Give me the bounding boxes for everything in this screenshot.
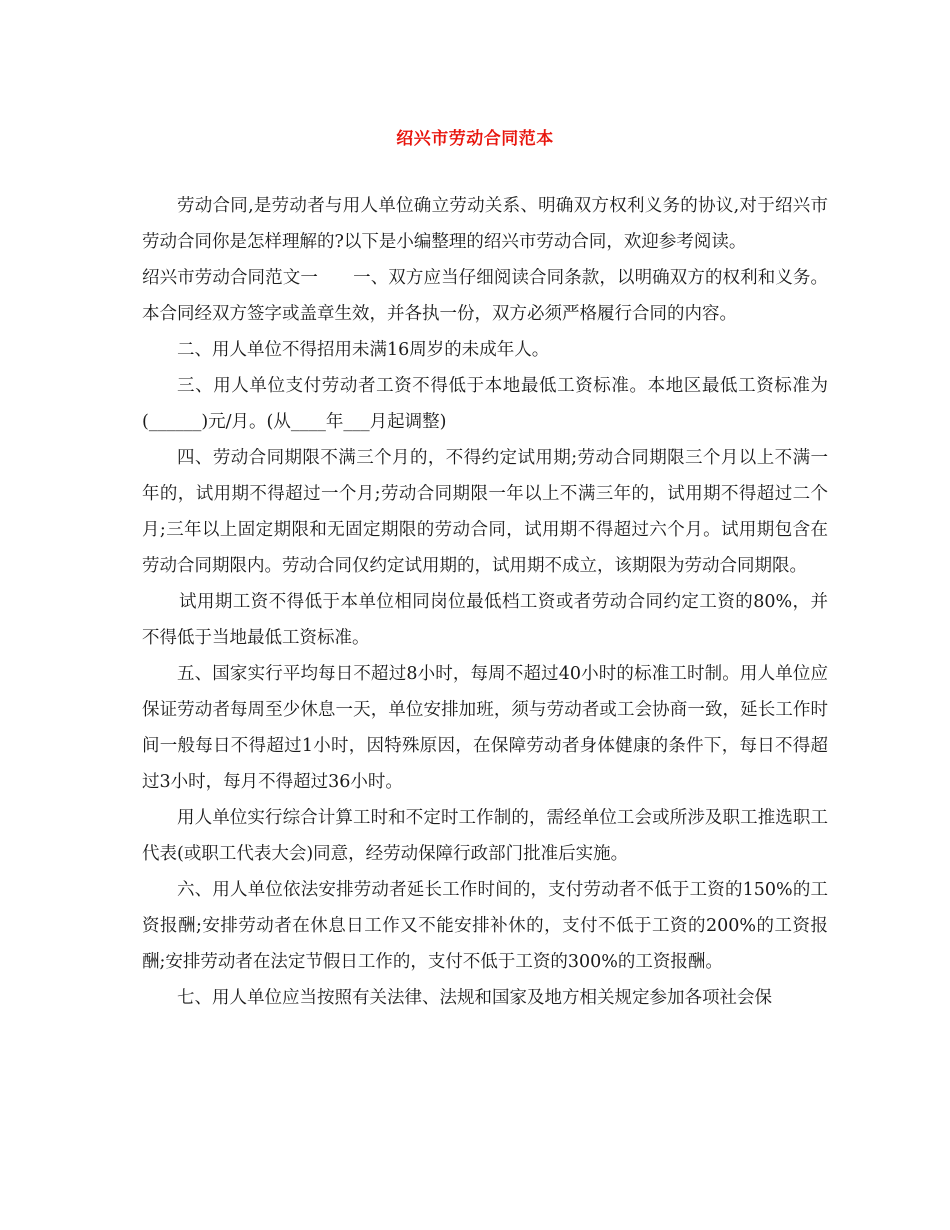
paragraph-clause-3: 三、用人单位支付劳动者工资不得低于本地最低工资标准。本地区最低工资标准为(______)元/月。(从____年___月起调整) <box>142 376 828 432</box>
paragraph-clause-6: 六、用人单位依法安排劳动者延长工作时间的，支付劳动者不低于工资的150%的工资报酬;安排劳动者在休息日工作又不能安排补休的，支付不低于工资的200%的工资报酬;安排劳动者在法定节假日工作的，支付不低于工资的300%的工资报酬。 <box>142 880 828 972</box>
paragraph-intro: 劳动合同,是劳动者与用人单位确立劳动关系、明确双方权利义务的协议,对于绍兴市劳动合同你是怎样理解的?以下是小编整理的绍兴市劳动合同，欢迎参考阅读。 <box>142 196 828 252</box>
paragraph-clause-1: 绍兴市劳动合同范文一 一、双方应当仔细阅读合同条款，以明确双方的权利和义务。本合同经双方签字或盖章生效，并各执一份，双方必须严格履行合同的内容。 <box>142 268 828 324</box>
paragraph-clause-5: 五、国家实行平均每日不超过8小时，每周不超过40小时的标准工时制。用人单位应保证劳动者每周至少休息一天，单位安排加班，须与劳动者或工会协商一致，延长工作时间一般每日不得超过1小时，因特殊原因，在保障劳动者身体健康的条件下，每日不得超过3小时，每月不得超过36小时。 <box>142 664 828 792</box>
paragraph-clause-2: 二、用人单位不得招用未满16周岁的未成年人。 <box>177 340 550 360</box>
document-body <box>142 188 828 1016</box>
paragraph-clause-7: 七、用人单位应当按照有关法律、法规和国家及地方相关规定参加各项社会保 <box>177 988 772 1008</box>
paragraph-clause-4: 四、劳动合同期限不满三个月的，不得约定试用期;劳动合同期限三个月以上不满一年的，试用期不得超过一个月;劳动合同期限一年以上不满三年的，试用期不得超过二个月;三年以上固定期限和无固定期限的劳动合同，试用期不得超过六个月。试用期包含在劳动合同期限内。劳动合同仅约定试用期的，试用期不成立，该期限为劳动合同期限。 <box>142 448 828 576</box>
paragraph-probation-wage: 试用期工资不得低于本单位相同岗位最低档工资或者劳动合同约定工资的80%，并不得低于当地最低工资标准。 <box>142 592 828 648</box>
document-title: 绍兴市劳动合同范本 <box>396 129 554 149</box>
paragraph-working-hours: 用人单位实行综合计算工时和不定时工作制的，需经单位工会或所涉及职工推选职工代表(或职工代表大会)同意，经劳动保障行政部门批准后实施。 <box>142 808 828 864</box>
